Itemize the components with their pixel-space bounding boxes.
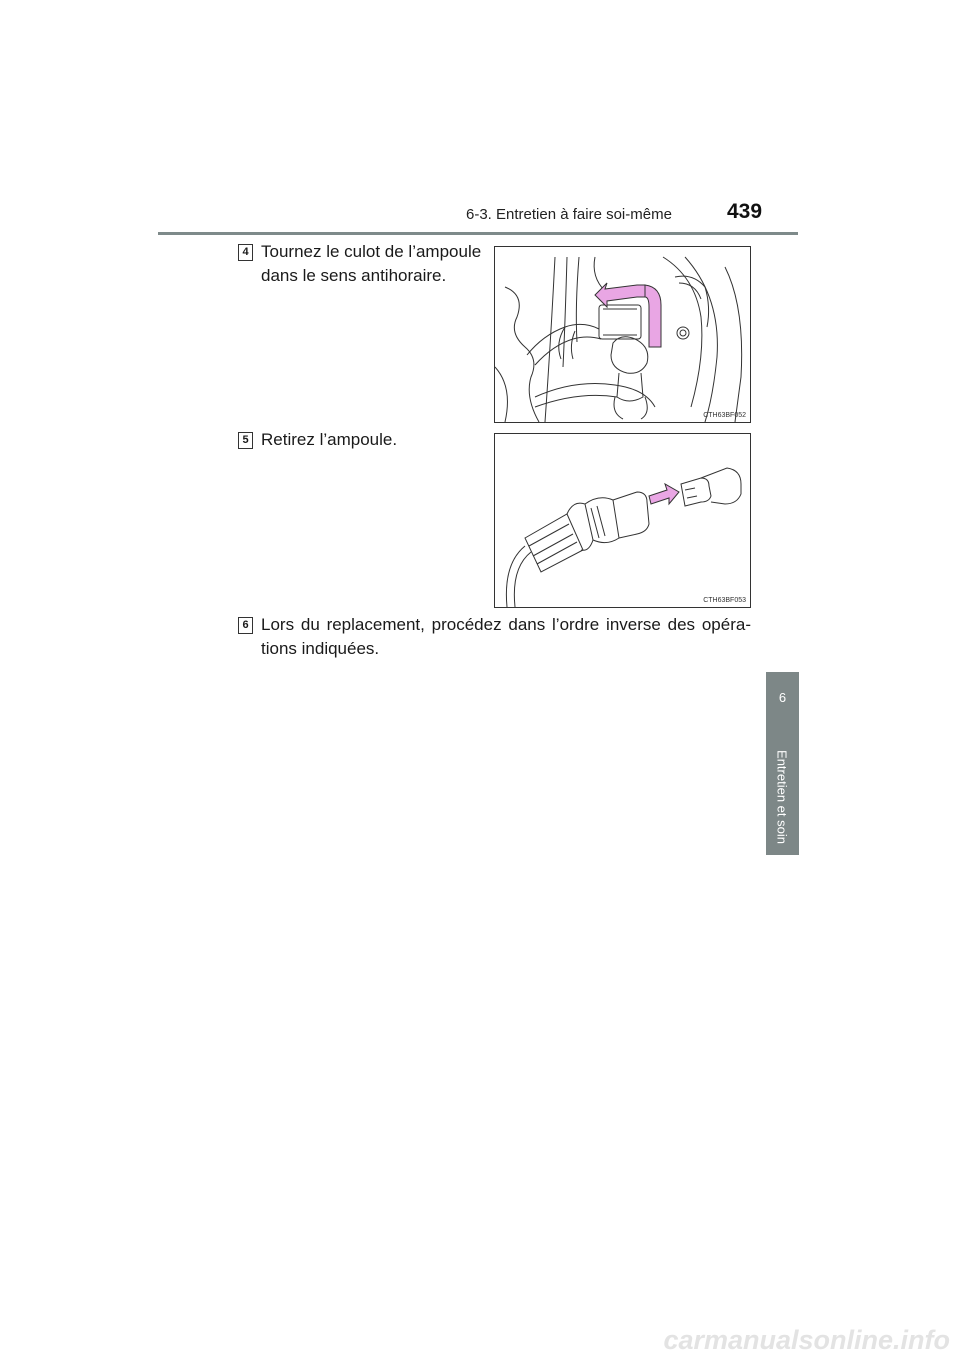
step-6-line-1: Lors du replacement, procédez dans l’ordre inverse des opéra- [261, 615, 751, 634]
figure-code: CTH63BF053 [703, 597, 746, 604]
bulb-removal-illustration [495, 434, 750, 607]
watermark: carmanualsonline.info [663, 1325, 950, 1355]
step-4-text [261, 240, 481, 288]
figure-turn-bulb-socket [494, 246, 751, 423]
step-5-text: Retirez l’ampoule. [261, 430, 398, 449]
step-6-line-2: tions indiquées. [261, 639, 380, 658]
direction-arrow-icon [649, 484, 679, 504]
chapter-title: Entretien et soin [774, 750, 790, 844]
step-6-text [261, 613, 751, 661]
direction-arrow-icon [595, 283, 645, 307]
step-4-line-2: dans le sens antihoraire. [261, 266, 447, 285]
page-number: 439 [727, 200, 763, 223]
figure-remove-bulb [494, 433, 751, 608]
bulb-socket-illustration [495, 247, 750, 422]
header-rule [158, 232, 798, 235]
step-6-badge: 6 [238, 617, 253, 634]
section-title: 6-3. Entretien à faire soi-même [466, 206, 672, 223]
step-4-line-1: Tournez le culot de l’ampoule [261, 242, 482, 261]
step-4-badge: 4 [238, 244, 253, 261]
chapter-number: 6 [778, 690, 787, 705]
figure-code: CTH63BF052 [703, 412, 746, 419]
step-5-badge: 5 [238, 432, 253, 449]
